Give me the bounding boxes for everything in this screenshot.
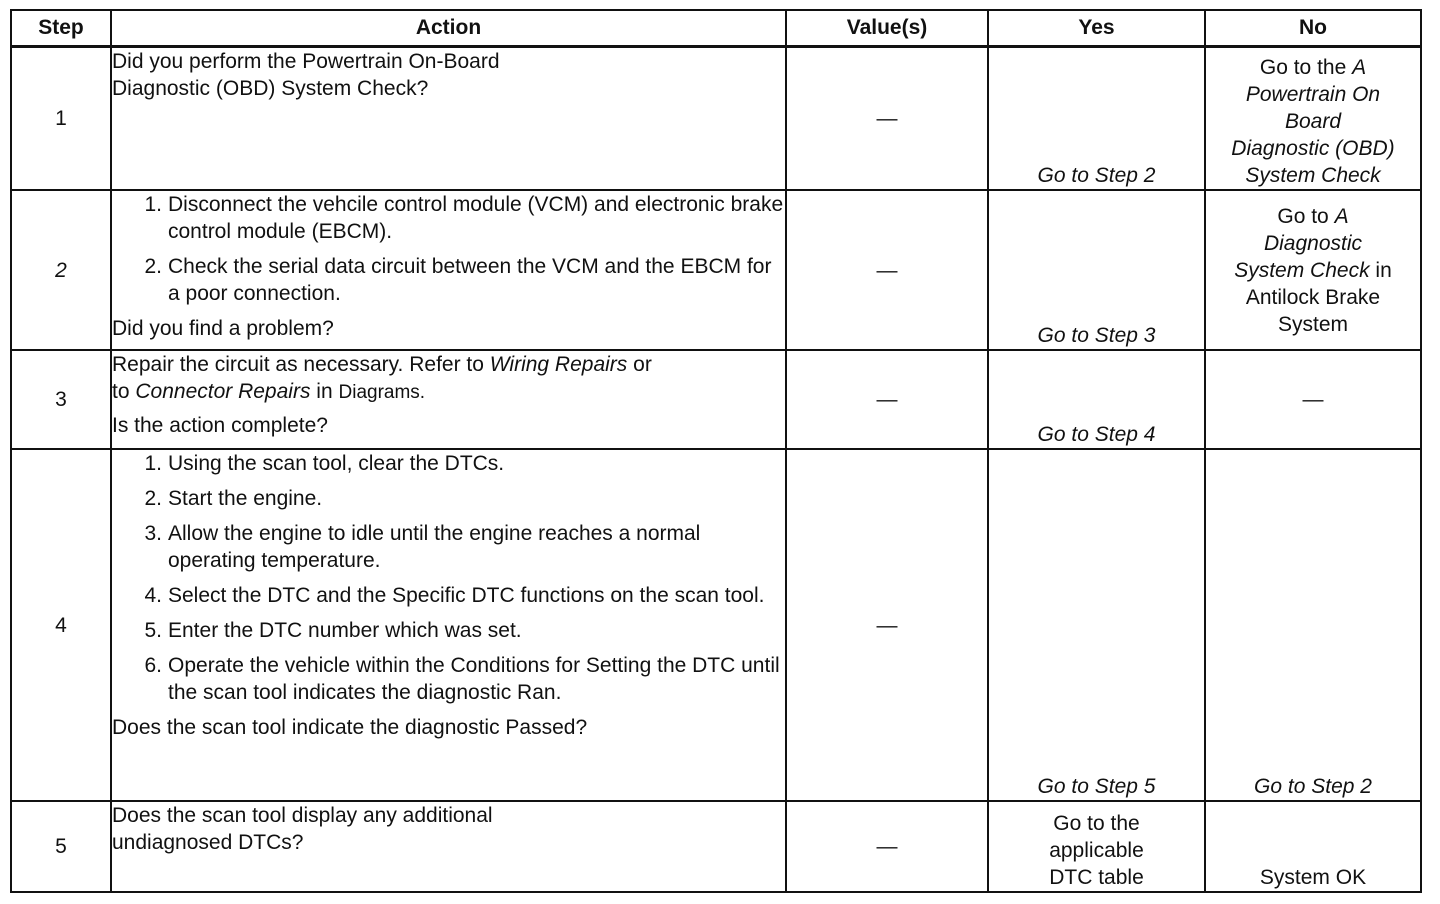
list-item: 2. Check the serial data circuit between the VCM and the EBCM for a poor connection. <box>144 255 772 305</box>
table-row-step-4 <box>11 449 1421 801</box>
yes-cell: Go to Step 2 <box>988 46 1205 190</box>
action-cell <box>111 190 786 350</box>
step-number: 3 <box>11 350 111 449</box>
no-cell: — <box>1205 350 1421 449</box>
list-item: 5. Enter the DTC number which was set. <box>144 619 522 642</box>
list-item: 6. Operate the vehicle within the Conditions for Setting the DTC until the scan tool indicates the diagnostic Ran. <box>144 654 780 704</box>
table-row-step-3 <box>11 350 1421 449</box>
no-cell: Go to Step 2 <box>1205 449 1421 801</box>
no-cell: System OK <box>1205 801 1421 892</box>
action-question: Is the action complete? <box>112 414 328 437</box>
action-cell <box>111 449 786 801</box>
no-link: Diagnostic (OBD) <box>1231 137 1395 160</box>
step-number: 2 <box>11 190 111 350</box>
header-step: Step <box>11 10 111 46</box>
no-link: A <box>1352 56 1367 79</box>
no-link: System Check <box>1245 164 1381 187</box>
diagnostic-table <box>10 9 1422 893</box>
no-cell: Go to A Diagnostic System Check in Antilock Brake System <box>1205 190 1421 350</box>
yes-cell: Go to the applicable DTC table <box>988 801 1205 892</box>
substep-list <box>112 191 785 307</box>
no-cell <box>1205 46 1421 190</box>
action-question: Did you find a problem? <box>112 317 334 340</box>
action-cell <box>111 46 786 190</box>
list-item: 1. Disconnect the vehcile control module (VCM) and electronic brake control module (EBCM). <box>144 193 784 243</box>
header-values: Value(s) <box>786 10 988 46</box>
action-line: Diagnostic (OBD) System Check? <box>112 76 429 100</box>
action-line: Does the scan tool display any additional <box>112 804 493 827</box>
ref-connector-repairs: Connector Repairs <box>135 380 311 403</box>
action-cell: Repair the circuit as necessary. Refer to Wiring Repairs or to Connector Repairs in Diagrams. Is the action complete? <box>111 350 786 449</box>
action-question: Does the scan tool indicate the diagnostic Passed? <box>112 716 588 739</box>
list-item: 1. Using the scan tool, clear the DTCs. <box>144 452 505 475</box>
value-cell: — <box>786 801 988 892</box>
header-action: Action <box>111 10 786 46</box>
no-link: Board <box>1284 110 1342 133</box>
value-cell: — <box>786 190 988 350</box>
step-number: 1 <box>11 46 111 190</box>
step-number: 5 <box>11 801 111 892</box>
list-item: 4. Select the DTC and the Specific DTC functions on the scan tool. <box>144 584 765 607</box>
yes-cell: Go to Step 4 <box>988 350 1205 449</box>
header-row <box>11 10 1421 46</box>
action-line: Did you perform the Powertrain On-Board <box>112 49 500 73</box>
no-text: Go to the <box>1259 56 1347 79</box>
table-row-step-2 <box>11 190 1421 350</box>
no-link: Powertrain On <box>1245 83 1381 106</box>
substep-list <box>112 450 785 706</box>
table-row-step-5 <box>11 801 1421 892</box>
header-no: No <box>1205 10 1421 46</box>
header-yes: Yes <box>988 10 1205 46</box>
list-item: 2. Start the engine. <box>144 487 323 510</box>
list-item: 3. Allow the engine to idle until the engine reaches a normal operating temperature. <box>144 522 701 572</box>
yes-cell: Go to Step 5 <box>988 449 1205 801</box>
action-line: undiagnosed DTCs? <box>112 831 304 854</box>
action-cell <box>111 801 786 892</box>
value-cell: — <box>786 46 988 190</box>
ref-wiring-repairs: Wiring Repairs <box>489 353 628 376</box>
yes-cell: Go to Step 3 <box>988 190 1205 350</box>
value-cell: — <box>786 350 988 449</box>
ref-diagrams: Diagrams. <box>338 382 426 403</box>
value-cell: — <box>786 449 988 801</box>
step-number: 4 <box>11 449 111 801</box>
table-row-step-1 <box>11 46 1421 190</box>
